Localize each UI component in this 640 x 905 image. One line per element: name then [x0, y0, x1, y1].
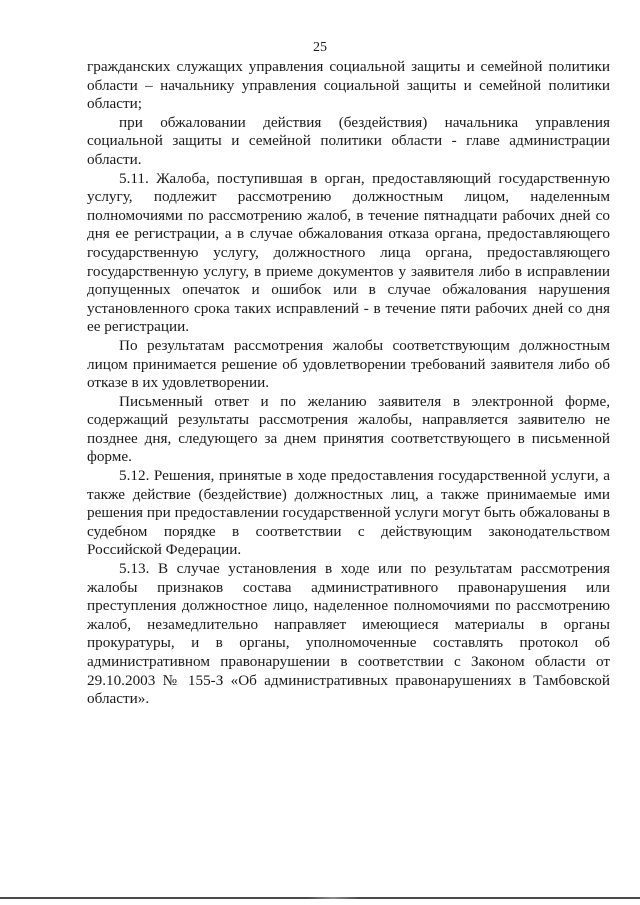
paragraph-written-answer: Письменный ответ и по желанию заявителя в электронной форме, содержащий результаты рассмотрения жалобы, направляется заявителю не позднее дня, следующего за днем принятия соответствующего в письменной форме. [87, 392, 610, 466]
paragraph-appeal-head: при обжаловании действия (бездействия) начальника управления социальной защиты и семейной политики области - главе администрации области. [87, 113, 610, 168]
paragraph-continuation: гражданских служащих управления социальной защиты и семейной политики области – начальнику управления социальной защиты и семейной политики области; [87, 58, 610, 113]
paragraph-5-12: 5.12. Решения, принятые в ходе предоставления государственной услуги, а также действие (бездействие) должностных лиц, а также принимаемые ими решения при предоставлении государственной услуги могут быть обжалованы в судебном порядке в соответствии с действующим законодательством Российской Федерации. [87, 467, 610, 559]
document-body [87, 58, 610, 709]
paragraph-5-11: 5.11. Жалоба, поступившая в орган, предоставляющий государственную услугу, подлежит рассмотрению должностным лицом, наделенным полномочиями по рассмотрению жалоб, в течение пятнадцати рабочих дней со дня ее регистрации, а в случае обжалования отказа органа, предоставляющего государственную услугу, должностного лица органа, предоставляющего государственную услугу, в приеме документов у заявителя либо в исправлении допущенных опечаток и ошибок или в случае обжалования нарушения установленного срока таких исправлений - в течение пяти рабочих дней со дня ее регистрации. [87, 169, 610, 336]
page-number: 25 [313, 40, 327, 55]
paragraph-5-13: 5.13. В случае установления в ходе или по результатам рассмотрения жалобы признаков состава административного правонарушения или преступления должностное лицо, наделенное полномочиями по рассмотрению жалоб, незамедлительно направляет имеющиеся материалы в органы прокуратуры, и в органы, уполномоченные составлять протокол об административном правонарушении в соответствии с Законом области от 29.10.2003 № 155-З «Об административных правонарушениях в Тамбовской области». [87, 560, 610, 708]
scan-bottom-edge [0, 897, 640, 899]
paragraph-decision: По результатам рассмотрения жалобы соответствующим должностным лицом принимается решение об удовлетворении требований заявителя либо об отказе в их удовлетворении. [87, 336, 610, 392]
